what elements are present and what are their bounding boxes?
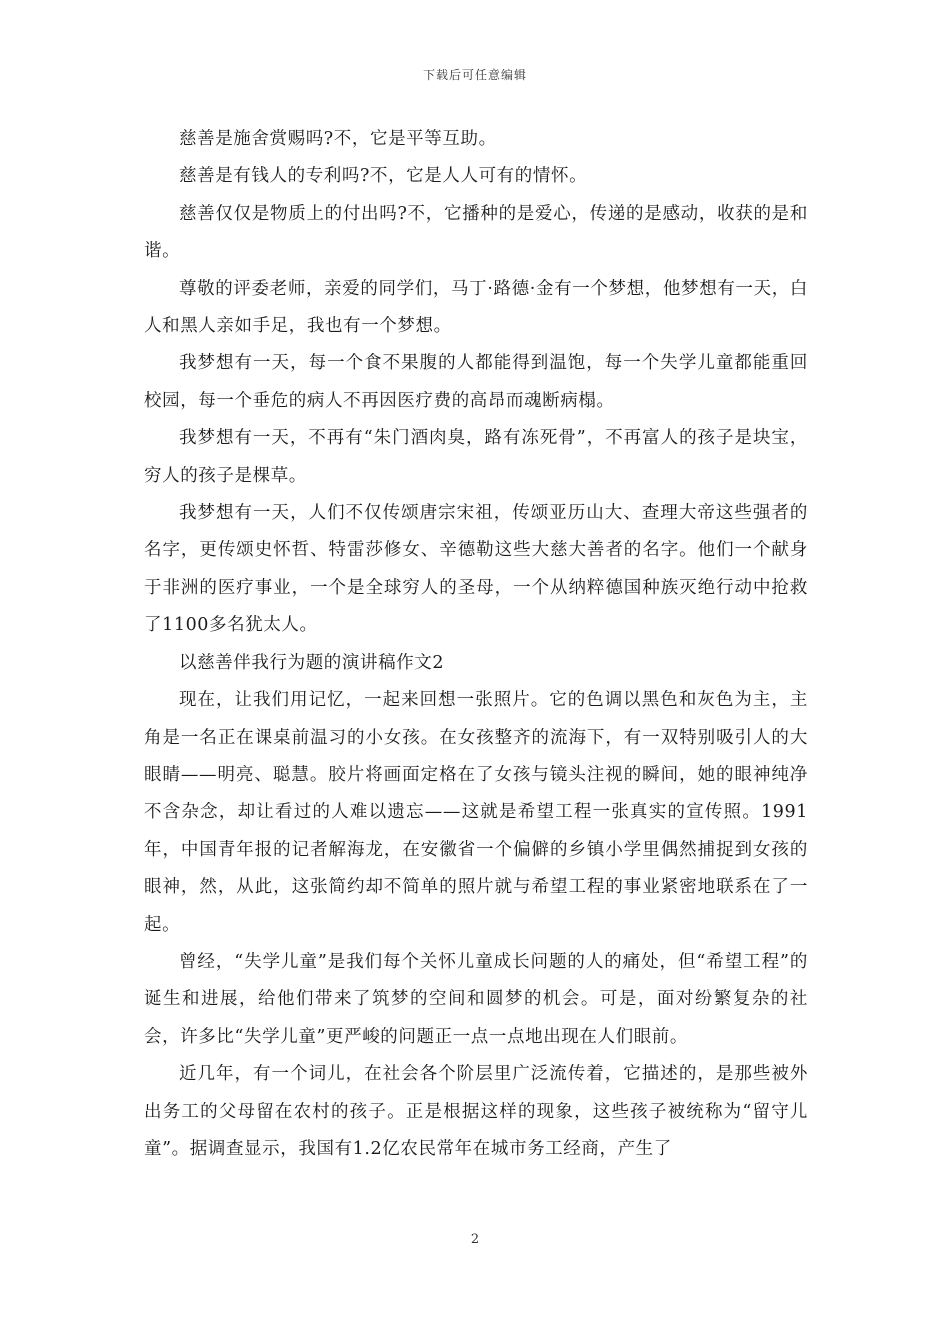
paragraph: 尊敬的评委老师，亲爱的同学们，马丁·路德·金有一个梦想，他梦想有一天，白人和黑人亲如手足，我也有一个梦想。	[144, 278, 808, 337]
paragraph: 近几年，有一个词儿，在社会各个阶层里广泛流传着，它描述的，是那些被外出务工的父母留在农村的孩子。正是根据这样的现象，这些孩子被统称为“留守儿童”。据调查显示，我国有1.2亿农民常年在城市务工经商，产生了	[144, 1064, 808, 1159]
paragraph: 慈善仅仅是物质上的付出吗?不，它播种的是爱心，传递的是感动，收获的是和谐。	[144, 203, 808, 262]
document-body	[144, 121, 808, 1168]
paragraph: 慈善是有钱人的专利吗?不，它是人人可有的情怀。	[179, 166, 588, 187]
paragraph: 我梦想有一天，人们不仅传颂唐宗宋祖，传颂亚历山大、查理大帝这些强者的名字，更传颂史怀哲、特雷莎修女、辛德勒这些大慈大善者的名字。他们一个献身于非洲的医疗事业，一个是全球穷人的圣母，一个从纳粹德国种族灭绝行动中抢救了1100多名犹太人。	[144, 503, 808, 636]
paragraph: 我梦想有一天，每一个食不果腹的人都能得到温饱，每一个失学儿童都能重回校园，每一个垂危的病人不再因医疗费的高昂而魂断病榻。	[144, 353, 808, 411]
page-header-note: 下载后可任意编辑	[422, 68, 527, 82]
paragraph: 慈善是施舍赏赐吗?不，它是平等互助。	[179, 129, 497, 149]
paragraph: 现在，让我们用记忆，一起来回想一张照片。它的色调以黑色和灰色为主，主角是一名正在课桌前温习的小女孩。在女孩整齐的流海下，有一双特别吸引人的大眼睛——明亮、聪慧。胶片将画面定格在了女孩与镜头注视的瞬间，她的眼神纯净不含杂念，却让看过的人难以遗忘——这就是希望工程一张真实的宣传照。1991年，中国青年报的记者解海龙，在安徽省一个偏僻的乡镇小学里偶然捕捉到女孩的眼神，然，从此，这张简约却不简单的照片就与希望工程的事业紧密地联系在了一起。	[144, 690, 808, 935]
paragraph: 我梦想有一天，不再有“朱门酒肉臭，路有冻死骨”，不再富人的孩子是块宝，穷人的孩子是棵草。	[144, 428, 808, 486]
page-number: 2	[470, 1232, 480, 1247]
section-title: 以慈善伴我行为题的演讲稿作文2	[179, 652, 445, 673]
paragraph: 曾经，“失学儿童”是我们每个关怀儿童成长问题的人的痛处，但“希望工程”的诞生和进展，给他们带来了筑梦的空间和圆梦的机会。可是，面对纷繁复杂的社会，许多比“失学儿童”更严峻的问题正一点一点地出现在人们眼前。	[144, 951, 808, 1047]
